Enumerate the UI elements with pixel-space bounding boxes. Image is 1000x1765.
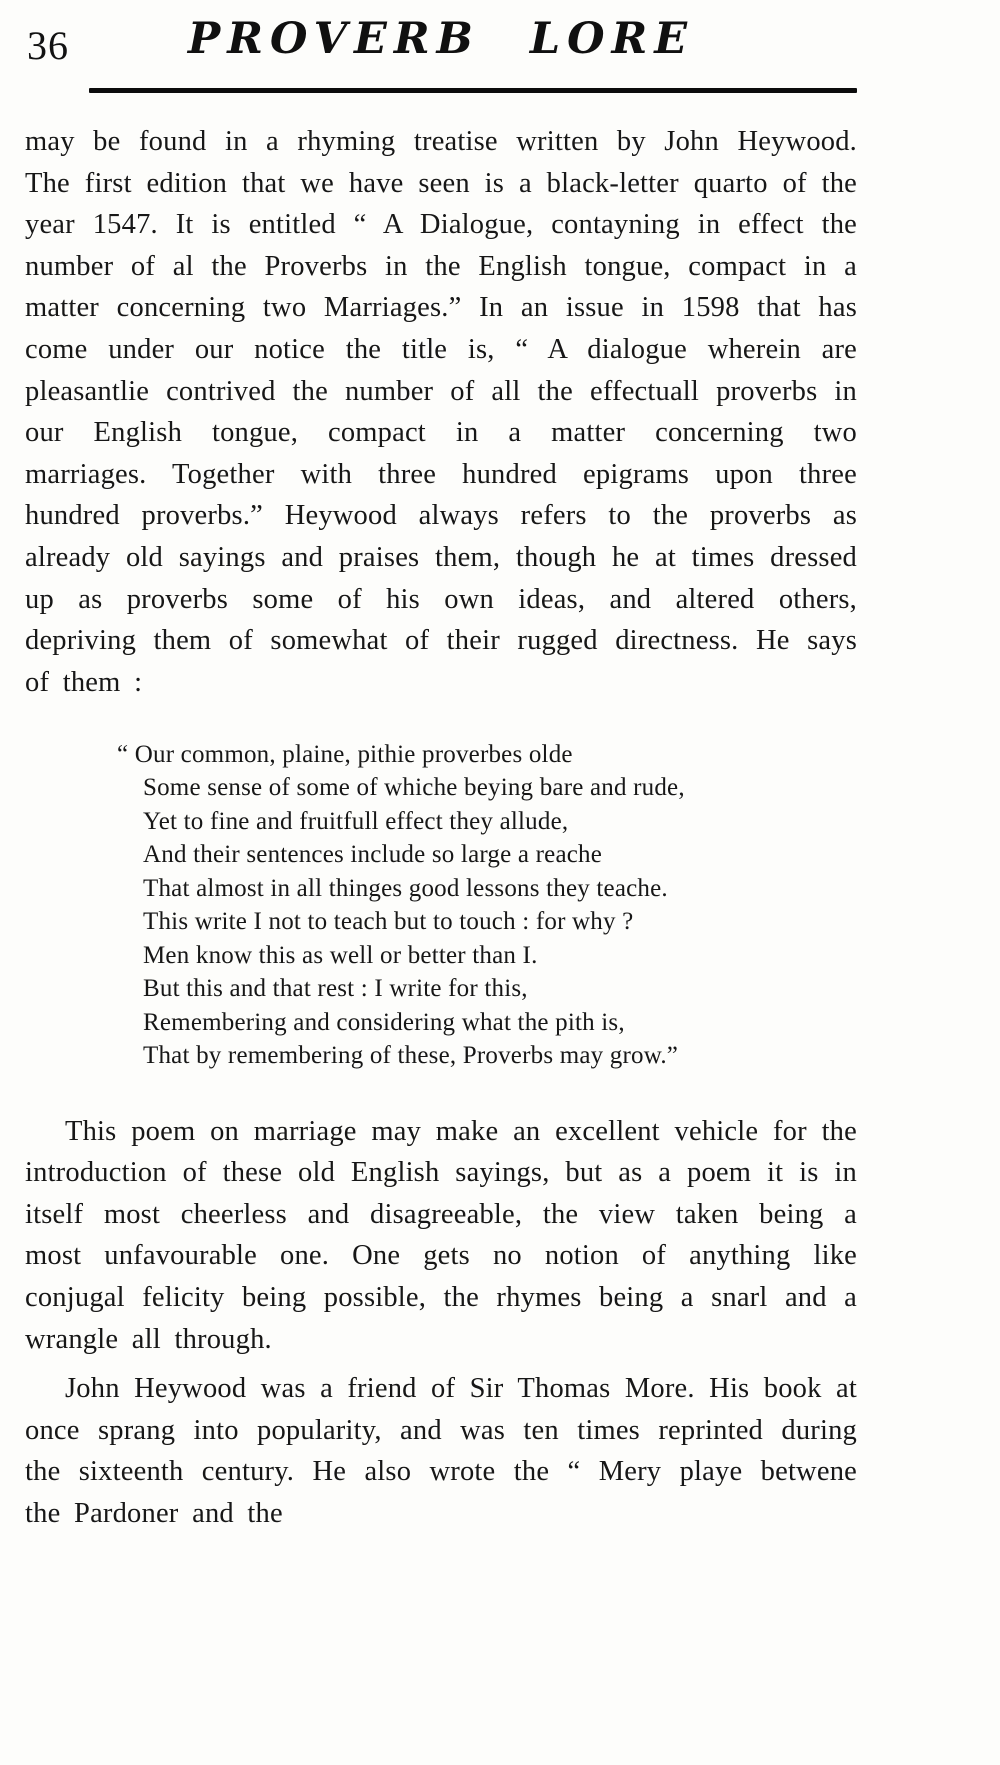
poem-line: And their sentences include so large a reache (143, 841, 603, 869)
header-rule (89, 88, 857, 93)
poem-line: Some sense of some of whiche beying bare and rude, (143, 774, 685, 802)
paragraph-heywood: John Heywood was a friend of Sir Thomas More. His book at once sprang into popularity, and was ten times reprinted during the sixteenth century. He also wrote the “ Mery playe betwene the Pardoner and the (25, 1373, 857, 1530)
page-body (25, 121, 857, 1535)
running-title: PROVERB LORE (187, 14, 695, 64)
poem-line: Yet to fine and fruitfull effect they allude, (143, 807, 569, 835)
poem-line: That by remembering of these, Proverbs may grow.” (143, 1042, 679, 1070)
paragraph-poem-comment: This poem on marriage may make an excellent vehicle for the introduction of these old English sayings, but as a poem it is in itself most cheerless and disagreeable, the view taken being a most unfavourable one. One gets no notion of anything like conjugal felicity being possible, the rhymes being a snarl and a wrangle all through. (25, 1115, 857, 1355)
poem-block (117, 738, 857, 1073)
page-number: 36 (27, 23, 69, 68)
poem-line: But this and that rest : I write for this, (143, 975, 528, 1003)
poem-line: Remembering and considering what the pith is, (143, 1008, 625, 1036)
paragraph-intro: may be found in a rhyming treatise written by John Heywood. The first edition that we have seen is a black-letter quarto of the year 1547. It is entitled “ A Dialogue, contayning in effect the number of al the Proverbs in the English tongue, compact in a matter concerning two Marriages.” In an issue in 1598 that has come under our notice the title is, “ A dialogue wherein are pleasantlie contrived the number of all the effectuall proverbs in our English tongue, compact in a matter concerning two marriages. Together with three hundred epigrams upon three hundred proverbs.” Heywood always refers to the proverbs as already old sayings and praises them, though he at times dressed up as proverbs some of his own ideas, and altered others, depriving them of somewhat of their rugged directness. He says of them : (25, 126, 857, 698)
page-header (25, 14, 857, 76)
poem-line: This write I not to teach but to touch : for why ? (143, 908, 634, 936)
poem-line: That almost in all thinges good lessons they teache. (143, 874, 668, 902)
poem-line: Men know this as well or better than I. (143, 941, 538, 969)
poem-line: “ Our common, plaine, pithie proverbes olde (117, 740, 573, 768)
